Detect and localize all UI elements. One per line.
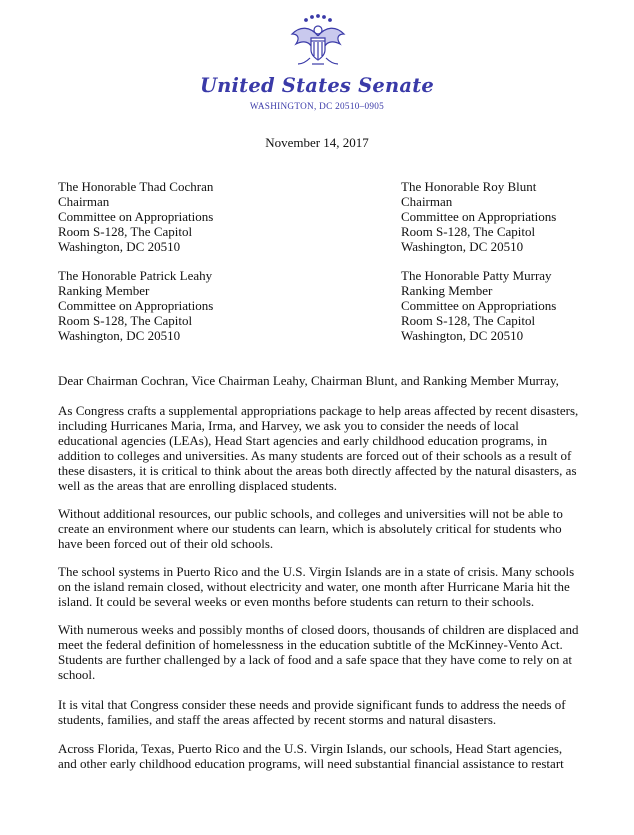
- addressee-block: [58, 179, 213, 254]
- addressee-line: Washington, DC 20510: [58, 328, 181, 343]
- paragraph-line: addition to colleges and universities. As many students are forced out of their schools as a result of: [58, 448, 572, 463]
- paragraph-line: these disasters, it is critical to think about the areas both directly affected by the natural disasters, as: [58, 463, 577, 478]
- body-paragraph: [58, 564, 574, 609]
- addressee-line: Ranking Member: [58, 283, 150, 298]
- paragraph-line: The school systems in Puerto Rico and the U.S. Virgin Islands are in a state of crisis. Many schools: [58, 564, 575, 579]
- addressee-line: Committee on Appropriations: [58, 298, 214, 313]
- senate-seal-icon: [288, 12, 348, 70]
- paragraph-line: well as the areas that are enrolling displaced students.: [58, 478, 338, 493]
- paragraph-line: With numerous weeks and possibly months of closed doors, thousands of children are displaced and: [58, 622, 579, 637]
- paragraph-line: Without additional resources, our public schools, and colleges and universities will not be able to: [58, 506, 563, 521]
- addressee-line: Room S-128, The Capitol: [58, 313, 193, 328]
- addressee-line: The Honorable Patty Murray: [401, 268, 552, 283]
- paragraph-line: students, families, and staff the areas affected by recent storms and natural disasters.: [58, 712, 497, 727]
- letterhead-title: United States Senate: [199, 74, 435, 97]
- paragraph-line: create an environment where our students can learn, which is absolutely critical for students who: [58, 521, 562, 536]
- salutation: Dear Chairman Cochran, Vice Chairman Leahy, Chairman Blunt, and Ranking Member Murray,: [58, 373, 559, 388]
- paragraph-line: have been forced out of their old schools.: [58, 536, 274, 551]
- addressee-line: Chairman: [401, 194, 453, 209]
- paragraph-line: meet the federal definition of homelessness in the education subtitle of the McKinney-Vento Act.: [58, 637, 563, 652]
- paragraph-line: Students are further challenged by a lack of food and a safe space that they have come to rely on at: [58, 652, 573, 667]
- paragraph-line: school.: [58, 667, 96, 682]
- body-paragraph: [58, 697, 566, 727]
- letter-date: November 14, 2017: [265, 135, 369, 150]
- letterhead-address: WASHINGTON, DC 20510–0905: [249, 101, 385, 111]
- paragraph-line: It is vital that Congress consider these needs and provide significant funds to address the needs of: [58, 697, 566, 712]
- addressee-line: The Honorable Thad Cochran: [58, 179, 214, 194]
- body-paragraph: [58, 403, 578, 493]
- addressee-line: Washington, DC 20510: [401, 239, 524, 254]
- paragraph-line: and other early childhood education programs, will need substantial financial assistance to restart: [58, 756, 564, 771]
- body-paragraph: [58, 741, 564, 771]
- addressee-block: [401, 179, 556, 254]
- addressee-line: Committee on Appropriations: [401, 209, 557, 224]
- addressee-line: Room S-128, The Capitol: [401, 224, 536, 239]
- addressee-line: Committee on Appropriations: [401, 298, 557, 313]
- addressee-line: Washington, DC 20510: [401, 328, 524, 343]
- paragraph-line: including Hurricanes Maria, Irma, and Harvey, we ask you to consider the needs of local: [58, 418, 519, 433]
- addressee-line: Chairman: [58, 194, 110, 209]
- addressee-line: The Honorable Roy Blunt: [401, 179, 537, 194]
- addressee-line: Washington, DC 20510: [58, 239, 181, 254]
- paragraph-line: Across Florida, Texas, Puerto Rico and the U.S. Virgin Islands, our schools, Head Start agencies,: [58, 741, 563, 756]
- addressee-line: Ranking Member: [401, 283, 493, 298]
- paragraph-line: As Congress crafts a supplemental appropriations package to help areas affected by recent disasters,: [58, 403, 579, 418]
- addressee-line: Committee on Appropriations: [58, 209, 214, 224]
- paragraph-line: on the island remain closed, without electricity and water, one month after Hurricane Maria hit the: [58, 579, 570, 594]
- addressee-line: Room S-128, The Capitol: [401, 313, 536, 328]
- paragraph-line: educational agencies (LEAs), Head Start agencies and early childhood education programs, in: [58, 433, 548, 448]
- paragraph-line: island. It could be several weeks or even months before students can return to their schools.: [58, 594, 535, 609]
- body-paragraph: [58, 622, 578, 682]
- body-paragraph: [58, 506, 563, 551]
- addressee-block: [401, 268, 556, 343]
- addressee-line: The Honorable Patrick Leahy: [58, 268, 213, 283]
- addressee-line: Room S-128, The Capitol: [58, 224, 193, 239]
- addressee-block: [58, 268, 213, 343]
